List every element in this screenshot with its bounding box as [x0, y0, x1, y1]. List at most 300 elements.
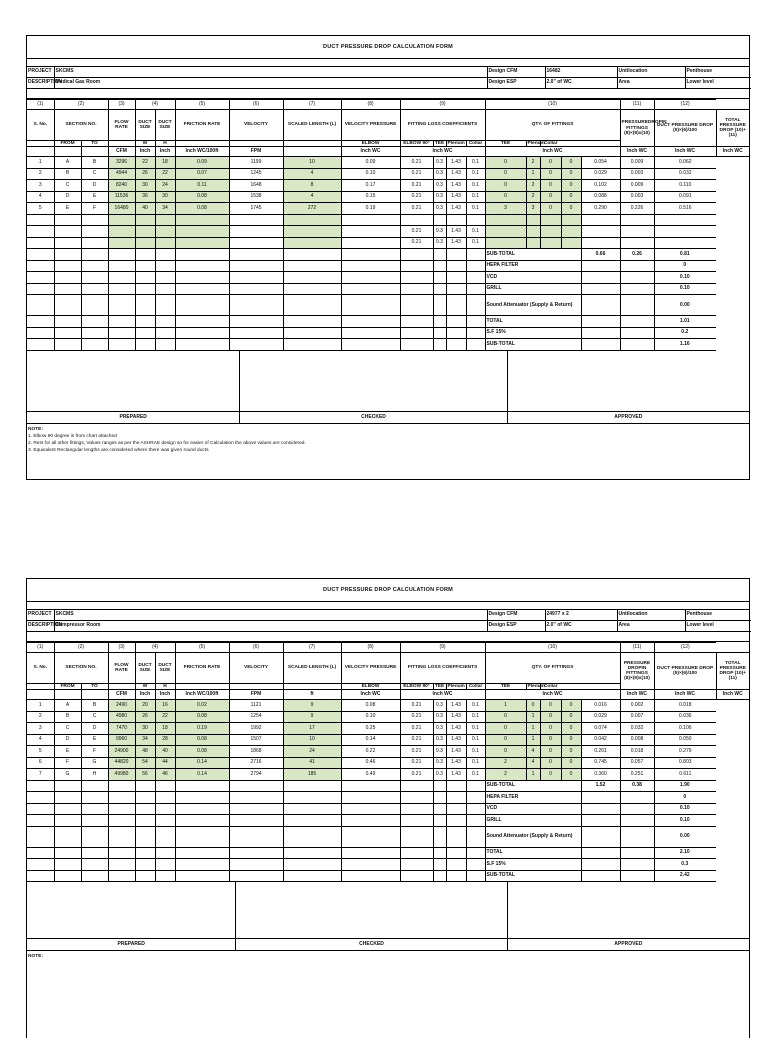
summary-value — [620, 859, 654, 871]
table-cell — [54, 226, 81, 238]
area-value: Lower level — [685, 78, 751, 89]
table-cell: 0.21 — [400, 757, 433, 769]
col-num: (8) — [341, 643, 400, 653]
table-cell: 4 — [283, 191, 341, 203]
summary-value — [581, 295, 620, 316]
summary-value — [581, 792, 620, 804]
table-row — [27, 734, 749, 746]
table-cell: 1.43 — [446, 157, 466, 169]
table-cell: 0.19 — [175, 723, 229, 735]
unit-fpm: FPM — [229, 690, 283, 700]
table-cell: 26 — [135, 711, 155, 723]
table-cell: C — [81, 711, 108, 723]
table-cell: 0.21 — [400, 723, 433, 735]
table-cell: 0.106 — [654, 723, 716, 735]
table-cell: 1 — [526, 168, 540, 180]
table-cell: C — [54, 723, 81, 735]
table-cell: 0.11 — [175, 180, 229, 192]
area-label: Area — [617, 78, 685, 89]
calc-form-medical-gas — [26, 35, 750, 480]
note-item: 1. Elbow 90 degree is from chart attached — [28, 433, 117, 439]
calc-form-compressor — [26, 578, 750, 1038]
summary-label: VCD — [485, 803, 581, 815]
summary-value — [581, 859, 620, 871]
table-cell: 1868 — [229, 746, 283, 758]
table-cell: 0.032 — [654, 168, 716, 180]
table-cell: 0.016 — [581, 700, 620, 712]
table-cell: 4 — [526, 757, 540, 769]
table-cell — [526, 226, 540, 238]
table-cell: 0.102 — [581, 180, 620, 192]
table-cell: 0.1 — [466, 734, 485, 746]
summary-label: Sound Attenuator (Supply & Return) — [485, 295, 581, 316]
unit-length: ft — [283, 690, 341, 700]
table-cell: 0 — [561, 769, 581, 781]
table-row — [27, 757, 749, 769]
table-cell — [561, 226, 581, 238]
table-cell: 0.002 — [620, 700, 654, 712]
table-cell: 26 — [135, 168, 155, 180]
design-esp-value: 2.0" of WC — [545, 621, 617, 632]
table-cell: 0.1 — [466, 769, 485, 781]
table-cell — [561, 237, 581, 249]
table-cell: 0.1 — [466, 746, 485, 758]
table-cell: 1.43 — [446, 734, 466, 746]
col-num: (5) — [175, 100, 229, 110]
table-cell: 2 — [27, 711, 54, 723]
col-num: (11) — [620, 643, 654, 653]
table-cell: 0.1 — [466, 168, 485, 180]
summary-value: 0.2 — [654, 327, 716, 339]
unit-pdf: Inch WC — [620, 690, 654, 700]
unit-fpm: FPM — [229, 147, 283, 157]
table-cell — [283, 226, 341, 238]
form-title: DUCT PRESSURE DROP CALCULATION FORM — [27, 36, 749, 59]
table-cell: 0.08 — [341, 700, 400, 712]
col-num: (8) — [341, 100, 400, 110]
table-cell: 41 — [283, 757, 341, 769]
table-row — [27, 700, 749, 712]
summary-value: 1.16 — [654, 339, 716, 351]
table-cell: 0.3 — [433, 168, 446, 180]
qty-plenum-header: Plenum — [527, 684, 545, 689]
table-cell: 0 — [540, 723, 561, 735]
summary-label: Sound Attenuator (Supply & Return) — [485, 826, 581, 847]
table-cell: 0.050 — [654, 734, 716, 746]
table-cell: 0.110 — [654, 180, 716, 192]
table-cell: 0.3 — [433, 757, 446, 769]
summary-value: 2.42 — [654, 870, 716, 882]
summary-value — [581, 316, 620, 328]
table-cell: 1.43 — [446, 700, 466, 712]
table-cell: 9 — [283, 711, 341, 723]
table-cell: 0.226 — [620, 203, 654, 215]
summary-value — [620, 316, 654, 328]
col-num: (7) — [283, 643, 341, 653]
table-cell: D — [54, 734, 81, 746]
summary-label: HEPA FILTER — [485, 260, 581, 272]
table-cell: 0.018 — [654, 700, 716, 712]
table-cell — [654, 214, 716, 226]
table-cell: 0 — [561, 757, 581, 769]
table-cell: 16480 — [108, 203, 135, 215]
table-cell: 0.251 — [620, 769, 654, 781]
table-cell: 0 — [561, 723, 581, 735]
table-cell — [540, 226, 561, 238]
summary-row — [27, 792, 749, 804]
table-cell: 0 — [526, 700, 540, 712]
table-cell: 46 — [155, 769, 175, 781]
project-label: PROJECT — [27, 610, 54, 621]
table-cell: E — [81, 734, 108, 746]
unit-vp: Inch WC — [341, 147, 400, 157]
table-row — [27, 746, 749, 758]
table-cell: 0.054 — [581, 157, 620, 169]
design-cfm-label: Design CFM — [487, 67, 545, 78]
table-cell: 20 — [135, 700, 155, 712]
summary-value: 2.10 — [654, 847, 716, 859]
summary-value — [620, 327, 654, 339]
col-num: (11) — [620, 100, 654, 110]
summary-value: 0.10 — [654, 283, 716, 295]
table-cell: 22 — [155, 711, 175, 723]
table-cell — [540, 214, 561, 226]
table-cell: 3 — [526, 203, 540, 215]
table-cell: 0.14 — [341, 734, 400, 746]
table-cell: 0.003 — [620, 191, 654, 203]
table-cell: 56 — [135, 769, 155, 781]
table-cell: 0.1 — [466, 711, 485, 723]
table-cell: 6 — [27, 757, 54, 769]
table-cell: B — [81, 700, 108, 712]
pressure-drop-fittings-header: PRESSUREDROPIN FITTINGS (8)×(9)x(10) — [620, 110, 654, 147]
note-item: 3. Equivalent Rectangular lengths are considered where there was given round ducts — [28, 447, 209, 453]
table-cell: 1.43 — [446, 203, 466, 215]
duct-pressure-drop-header: DUCT PRESSURE DROP (5)×(6)/100 — [654, 653, 716, 690]
duct-size-header: DUCT SIZE — [135, 653, 155, 684]
table-cell: 16 — [155, 700, 175, 712]
table-cell: 1.43 — [446, 168, 466, 180]
section-header: SECTION NO. — [54, 110, 108, 141]
table-cell: 0.1 — [466, 191, 485, 203]
table-row — [27, 769, 749, 781]
table-cell — [581, 237, 620, 249]
table-cell: 1538 — [229, 191, 283, 203]
summary-value: 0.38 — [620, 780, 654, 792]
summary-row — [27, 803, 749, 815]
form-title: DUCT PRESSURE DROP CALCULATION FORM — [27, 579, 749, 602]
table-cell: 0 — [561, 180, 581, 192]
table-cell: 0.3 — [433, 226, 446, 238]
summary-value — [581, 847, 620, 859]
unit-location-label: Unitlocation — [617, 67, 685, 78]
table-cell: 0.803 — [654, 757, 716, 769]
table-cell: 5 — [27, 203, 54, 215]
table-cell — [620, 237, 654, 249]
table-cell — [175, 237, 229, 249]
table-cell: 7470 — [108, 723, 135, 735]
summary-value: 0.3 — [654, 859, 716, 871]
table-cell: 24 — [155, 180, 175, 192]
table-row — [27, 214, 749, 226]
table-cell: 0.279 — [654, 746, 716, 758]
col-num: (2) — [54, 643, 108, 653]
table-cell: 30 — [135, 723, 155, 735]
col-num: (1) — [27, 643, 54, 653]
signoff-section — [27, 882, 749, 951]
unit-flc: Inch WC — [400, 147, 485, 157]
description-value: Compressor Room — [54, 621, 487, 632]
table-row — [27, 191, 749, 203]
project-value: SKCMS — [54, 610, 487, 621]
summary-value — [581, 870, 620, 882]
to-header: TO — [81, 141, 108, 147]
table-cell: 0.3 — [433, 746, 446, 758]
area-label: Area — [617, 621, 685, 632]
w-header: W — [135, 684, 155, 690]
table-cell — [526, 214, 540, 226]
unit-inch: Inch — [155, 690, 175, 700]
table-cell: 0.3 — [433, 734, 446, 746]
summary-label: S.F 15% — [485, 859, 581, 871]
table-cell: 1245 — [229, 168, 283, 180]
unit-qty: Inch WC — [485, 147, 620, 157]
table-cell: 34 — [155, 203, 175, 215]
table-cell: 0 — [485, 746, 526, 758]
table-cell: 1 — [526, 734, 540, 746]
table-cell: 3 — [485, 203, 526, 215]
prepared-label: PREPARED — [119, 413, 147, 420]
table-cell: 10 — [283, 734, 341, 746]
table-cell — [27, 226, 54, 238]
note-item: 2. Rest for all other fittings, Values ranges as per the ASHRAE design so for easier of Calculation the above values are considered. — [28, 440, 306, 446]
table-cell — [27, 214, 54, 226]
unit-cfm: CFM — [108, 690, 135, 700]
table-cell: 0.3 — [433, 769, 446, 781]
table-cell: E — [54, 746, 81, 758]
checked-label: CHECKED — [359, 941, 384, 948]
summary-value: 0.10 — [654, 803, 716, 815]
table-cell: 0 — [540, 157, 561, 169]
summary-label: TOTAL — [485, 316, 581, 328]
table-cell: 0.290 — [581, 203, 620, 215]
summary-label: GRILL — [485, 815, 581, 827]
h-header: H — [155, 141, 175, 147]
project-value: SKCMS — [54, 67, 487, 78]
table-cell: D — [54, 191, 81, 203]
summary-value — [620, 870, 654, 882]
summary-label: SUB-TOTAL — [485, 780, 581, 792]
table-cell: 0.3 — [433, 191, 446, 203]
summary-value: 1.01 — [654, 316, 716, 328]
table-cell: 40 — [155, 746, 175, 758]
table-cell: 0.46 — [341, 757, 400, 769]
design-esp-label: Design ESP — [487, 621, 545, 632]
summary-value — [620, 803, 654, 815]
summary-value — [620, 339, 654, 351]
summary-label: VCD — [485, 272, 581, 284]
from-header: FROM — [54, 684, 81, 690]
table-cell: 48 — [135, 746, 155, 758]
sno-header: S. No. — [27, 110, 54, 141]
table-cell: 9960 — [108, 734, 135, 746]
table-cell: 1648 — [229, 180, 283, 192]
summary-value: 0 — [654, 792, 716, 804]
summary-value: 0.66 — [581, 249, 620, 261]
table-cell: 2 — [526, 157, 540, 169]
qty-tee-header: TEE — [485, 141, 526, 147]
table-cell: 30 — [135, 180, 155, 192]
table-cell: 0.15 — [341, 191, 400, 203]
table-cell: 0 — [485, 734, 526, 746]
col-num: (9) — [400, 100, 485, 110]
table-cell: 0 — [540, 700, 561, 712]
table-cell: 0 — [540, 769, 561, 781]
summary-value — [620, 295, 654, 316]
col-num: (3) — [108, 100, 135, 110]
table-cell — [155, 226, 175, 238]
col-num: (12) — [654, 643, 716, 653]
table-cell: 44820 — [108, 757, 135, 769]
collar-header: Collar — [466, 684, 485, 690]
sno-header: S. No. — [27, 653, 54, 684]
table-cell — [108, 237, 135, 249]
table-cell: 2 — [27, 168, 54, 180]
summary-label: S.F 15% — [485, 327, 581, 339]
table-cell: 0.007 — [620, 711, 654, 723]
summary-value — [581, 339, 620, 351]
table-cell: B — [54, 168, 81, 180]
table-cell: 1.43 — [446, 180, 466, 192]
table-cell: 0.3 — [433, 723, 446, 735]
unit-flc: Inch WC — [400, 690, 485, 700]
table-cell: F — [81, 203, 108, 215]
summary-row — [27, 780, 749, 792]
summary-row — [27, 815, 749, 827]
table-cell — [27, 237, 54, 249]
table-cell — [485, 214, 526, 226]
table-cell: 0.1 — [466, 157, 485, 169]
table-cell: 0 — [561, 203, 581, 215]
table-cell: G — [81, 757, 108, 769]
summary-value — [581, 260, 620, 272]
table-cell: 1254 — [229, 711, 283, 723]
unit-location-label: Unitlocation — [617, 610, 685, 621]
table-cell: 0.25 — [341, 723, 400, 735]
table-cell — [561, 214, 581, 226]
duct-size-header: DUCT SIZE — [155, 653, 175, 684]
table-cell: 0 — [540, 734, 561, 746]
table-cell: 0.029 — [581, 168, 620, 180]
table-cell — [175, 226, 229, 238]
table-cell: 0.21 — [400, 237, 433, 249]
section-header: SECTION NO. — [54, 653, 108, 684]
table-cell: G — [54, 769, 81, 781]
summary-row — [27, 316, 749, 328]
summary-value — [620, 792, 654, 804]
table-cell: 0.3 — [433, 180, 446, 192]
table-cell — [81, 214, 108, 226]
unit-qty: Inch WC — [485, 690, 620, 700]
table-cell: 24 — [283, 746, 341, 758]
summary-value — [581, 283, 620, 295]
table-cell: 1.43 — [446, 711, 466, 723]
approved-label: APPROVED — [614, 413, 643, 420]
table-row — [27, 157, 749, 169]
scaled-length-header: SCALED LENGTH (L) — [283, 653, 341, 684]
table-cell: 1 — [526, 723, 540, 735]
summary-label: SUB-TOTAL — [485, 249, 581, 261]
table-cell: 2794 — [229, 769, 283, 781]
table-cell: 0.1 — [466, 757, 485, 769]
table-cell: 1199 — [229, 157, 283, 169]
table-cell — [81, 237, 108, 249]
summary-label: HEPA FILTER — [485, 792, 581, 804]
table-cell: 0.21 — [400, 180, 433, 192]
table-cell: 0.21 — [400, 746, 433, 758]
table-cell: 0.21 — [400, 711, 433, 723]
table-cell — [81, 226, 108, 238]
table-cell: 0.49 — [341, 769, 400, 781]
table-cell: E — [81, 191, 108, 203]
table-cell: 0.3 — [433, 700, 446, 712]
summary-value — [620, 272, 654, 284]
unit-dpd: Inch WC — [654, 147, 716, 157]
table-cell: 0.3 — [433, 711, 446, 723]
description-value: Medical Gas Room — [54, 78, 487, 89]
collar-header: Collar — [466, 141, 485, 147]
col-num: (5) — [175, 643, 229, 653]
table-cell: 0.360 — [581, 769, 620, 781]
table-cell: 22 — [135, 157, 155, 169]
table-cell: 0.21 — [400, 769, 433, 781]
table-cell: 1.43 — [446, 769, 466, 781]
table-cell: 4 — [526, 746, 540, 758]
fitting-loss-header: FITTING LOSS COEFFICIENTS — [400, 653, 485, 684]
table-cell: 4 — [27, 734, 54, 746]
table-cell: 0.1 — [466, 180, 485, 192]
notes — [27, 424, 749, 458]
table-cell: 0.3 — [433, 237, 446, 249]
unit-location-value: Penthouse — [685, 67, 751, 78]
table-row — [27, 168, 749, 180]
table-cell: 0.21 — [400, 168, 433, 180]
table-cell: 0.21 — [400, 157, 433, 169]
table-cell — [155, 237, 175, 249]
table-cell: 1745 — [229, 203, 283, 215]
table-cell — [620, 226, 654, 238]
table-cell: 0.08 — [175, 191, 229, 203]
table-cell: 3 — [27, 723, 54, 735]
table-cell: C — [54, 180, 81, 192]
table-cell — [283, 214, 341, 226]
total-pressure-drop-header: TOTAL PRESSURE DROP (10)+(11) — [716, 110, 749, 147]
col-num: (10) — [485, 100, 620, 110]
table-cell: A — [54, 157, 81, 169]
table-cell: 0 — [485, 723, 526, 735]
to-header: TO — [81, 684, 108, 690]
table-cell: 0.057 — [620, 757, 654, 769]
table-cell — [466, 214, 485, 226]
notes-title: NOTE: — [28, 426, 43, 432]
table-cell: 4980 — [108, 711, 135, 723]
design-esp-label: Design ESP — [487, 78, 545, 89]
table-cell: 4 — [27, 191, 54, 203]
duct-size-header: DUCT SIZE — [155, 110, 175, 141]
design-cfm-value: 24977 x 2 — [545, 610, 617, 621]
table-cell: 0.036 — [654, 711, 716, 723]
table-cell: 0.02 — [175, 700, 229, 712]
